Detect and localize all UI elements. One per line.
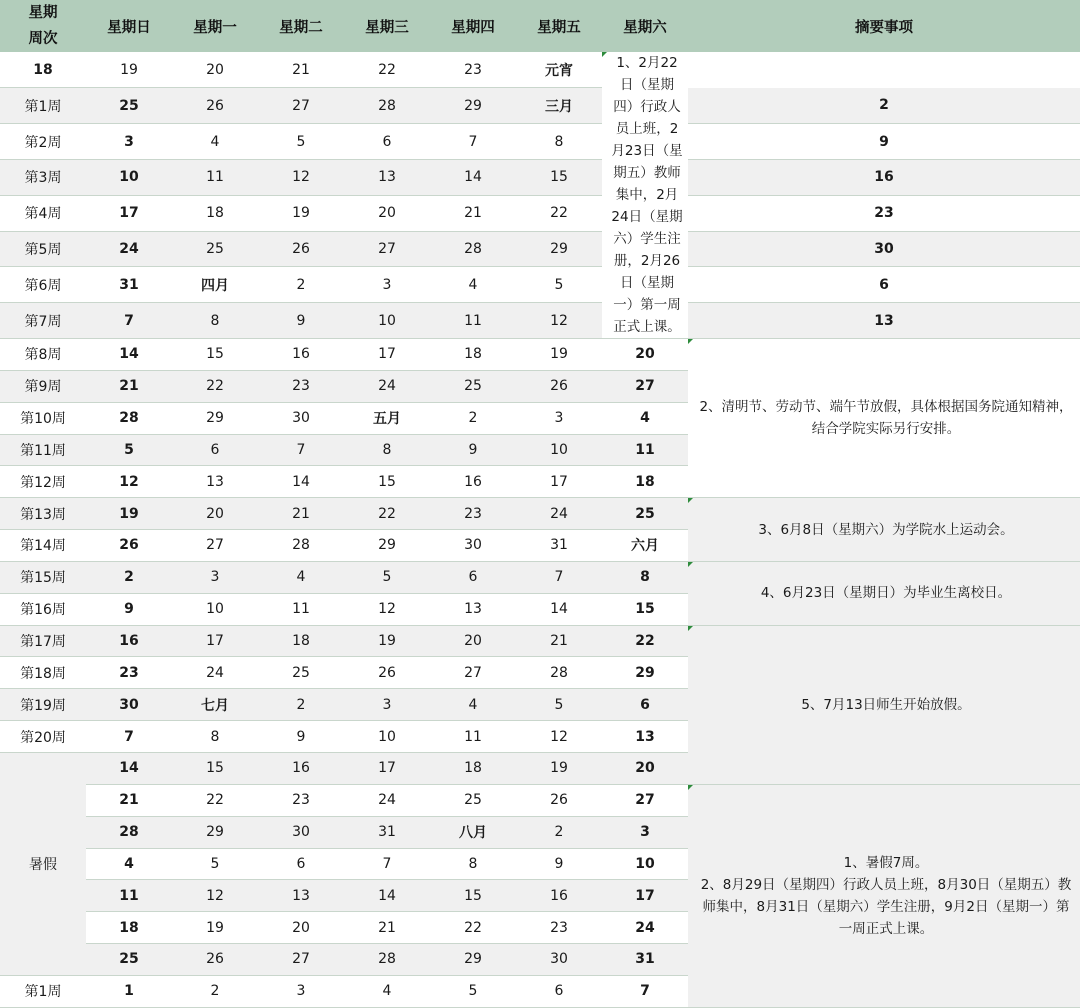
- day-cell: 19: [344, 625, 430, 657]
- day-cell: 20: [602, 752, 688, 784]
- day-cell: 23: [430, 498, 516, 530]
- day-cell: 12: [516, 303, 602, 339]
- calendar-row: [0, 561, 1080, 593]
- day-cell: 27: [430, 657, 516, 689]
- day-cell: 9: [258, 303, 344, 339]
- day-cell: 14: [86, 339, 172, 371]
- day-cell: 10: [344, 303, 430, 339]
- day-cell: 6: [258, 848, 344, 880]
- weekday-header: 星期三: [344, 0, 430, 52]
- day-cell: 26: [344, 657, 430, 689]
- day-cell: 28: [86, 816, 172, 848]
- day-cell: 8: [344, 434, 430, 466]
- week-number: 第11周: [0, 434, 86, 466]
- day-cell: 15: [516, 159, 602, 195]
- summary-note-line: 2、清明节、劳动节、端午节放假，具体根据国务院通知精神，结合学院实际另行安排。: [699, 399, 1073, 438]
- day-cell: 13: [344, 159, 430, 195]
- day-cell: 11: [602, 434, 688, 466]
- day-cell: 23: [688, 195, 1080, 231]
- day-cell: 20: [172, 52, 258, 88]
- week-number: 第19周: [0, 689, 86, 721]
- summary-note: [688, 625, 1080, 784]
- week-number: 第1周: [0, 88, 86, 124]
- day-cell: 4: [602, 402, 688, 434]
- day-cell: 27: [344, 231, 430, 267]
- day-cell: 10: [602, 848, 688, 880]
- day-cell: 4: [430, 689, 516, 721]
- day-cell: 29: [516, 231, 602, 267]
- day-cell: 30: [430, 530, 516, 562]
- day-cell: 4: [172, 124, 258, 160]
- day-cell: 22: [344, 498, 430, 530]
- day-cell: 19: [86, 52, 172, 88]
- day-cell: 15: [344, 466, 430, 498]
- summary-note-line: 3、6月8日（星期六）为学院水上运动会。: [758, 521, 1014, 538]
- day-cell: 3: [602, 816, 688, 848]
- weekday-header: 星期六: [602, 0, 688, 52]
- comment-marker-icon: [688, 626, 693, 631]
- calendar-row: [0, 784, 1080, 816]
- day-cell: 11: [258, 593, 344, 625]
- summary-note-line: 1、暑假7周。: [843, 854, 929, 871]
- day-cell: 3: [86, 124, 172, 160]
- week-number: 第3周: [0, 159, 86, 195]
- day-cell: 5: [258, 124, 344, 160]
- day-cell: 17: [602, 880, 688, 912]
- day-cell: 24: [516, 498, 602, 530]
- calendar-row: [0, 52, 1080, 88]
- day-cell: 10: [516, 434, 602, 466]
- day-cell: 13: [258, 880, 344, 912]
- day-cell: 18: [86, 912, 172, 944]
- day-cell: 11: [86, 880, 172, 912]
- day-cell: 18: [172, 195, 258, 231]
- day-cell: 8: [430, 848, 516, 880]
- day-cell: 10: [344, 721, 430, 753]
- day-cell: 八月: [430, 816, 516, 848]
- day-cell: 21: [258, 498, 344, 530]
- day-cell: 28: [86, 402, 172, 434]
- day-cell: 5: [86, 434, 172, 466]
- day-cell: 21: [430, 195, 516, 231]
- day-cell: 23: [516, 912, 602, 944]
- day-cell: 18: [602, 466, 688, 498]
- day-cell: 17: [86, 195, 172, 231]
- day-cell: 23: [258, 784, 344, 816]
- day-cell: 21: [86, 370, 172, 402]
- week-number: 第17周: [0, 625, 86, 657]
- day-cell: 21: [516, 625, 602, 657]
- summer-break-label: 暑假: [0, 752, 86, 975]
- calendar-row: [0, 303, 1080, 339]
- day-cell: 5: [430, 975, 516, 1007]
- day-cell: 23: [86, 657, 172, 689]
- day-cell: 22: [516, 195, 602, 231]
- day-cell: 30: [86, 689, 172, 721]
- calendar-row: [0, 195, 1080, 231]
- day-cell: 7: [258, 434, 344, 466]
- day-cell: 25: [86, 944, 172, 976]
- day-cell: 16: [430, 466, 516, 498]
- day-cell: 16: [688, 159, 1080, 195]
- day-cell: 13: [602, 721, 688, 753]
- day-cell: 16: [516, 880, 602, 912]
- weekday-header: 星期五: [516, 0, 602, 52]
- summary-note: [688, 561, 1080, 625]
- day-cell: 3: [344, 267, 430, 303]
- week-number: 第5周: [0, 231, 86, 267]
- corner-header-bottom: 周次: [28, 31, 58, 47]
- day-cell: 23: [258, 370, 344, 402]
- day-cell: 16: [86, 625, 172, 657]
- day-cell: 2: [430, 402, 516, 434]
- day-cell: 19: [516, 752, 602, 784]
- day-cell: 1: [86, 975, 172, 1007]
- day-cell: 25: [258, 657, 344, 689]
- calendar-row: [0, 498, 1080, 530]
- comment-marker-icon: [688, 785, 693, 790]
- day-cell: 8: [602, 561, 688, 593]
- day-cell: 22: [172, 370, 258, 402]
- day-cell: 8: [172, 721, 258, 753]
- day-cell: 23: [430, 52, 516, 88]
- summary-note: [688, 784, 1080, 1007]
- week-number: 第1周: [0, 975, 86, 1007]
- day-cell: 31: [602, 944, 688, 976]
- day-cell: 元宵: [516, 52, 602, 88]
- day-cell: 2: [258, 689, 344, 721]
- day-cell: 17: [344, 752, 430, 784]
- day-cell: 28: [344, 944, 430, 976]
- day-cell: 6: [688, 267, 1080, 303]
- day-cell: 28: [516, 657, 602, 689]
- day-cell: 七月: [172, 689, 258, 721]
- day-cell: 8: [516, 124, 602, 160]
- weekday-header: 星期一: [172, 0, 258, 52]
- week-number: 第4周: [0, 195, 86, 231]
- week-number: 第15周: [0, 561, 86, 593]
- summary-note: [602, 52, 688, 339]
- day-cell: 六月: [602, 530, 688, 562]
- day-cell: 18: [258, 625, 344, 657]
- week-number: 第10周: [0, 402, 86, 434]
- day-cell: 12: [172, 880, 258, 912]
- day-cell: 24: [602, 912, 688, 944]
- day-cell: 3: [172, 561, 258, 593]
- week-number: 第9周: [0, 370, 86, 402]
- day-cell: 9: [688, 124, 1080, 160]
- day-cell: 4: [430, 267, 516, 303]
- day-cell: 22: [602, 625, 688, 657]
- day-cell: 25: [602, 498, 688, 530]
- day-cell: 15: [430, 880, 516, 912]
- day-cell: 30: [258, 816, 344, 848]
- calendar-row: [0, 124, 1080, 160]
- day-cell: 30: [516, 944, 602, 976]
- day-cell: 31: [86, 267, 172, 303]
- day-cell: 7: [516, 561, 602, 593]
- day-cell: 2: [172, 975, 258, 1007]
- day-cell: 12: [258, 159, 344, 195]
- day-cell: 29: [344, 530, 430, 562]
- day-cell: 27: [602, 370, 688, 402]
- day-cell: 13: [172, 466, 258, 498]
- day-cell: 3: [516, 402, 602, 434]
- week-number: 第13周: [0, 498, 86, 530]
- day-cell: 5: [172, 848, 258, 880]
- calendar-row: [0, 339, 1080, 371]
- day-cell: 7: [86, 303, 172, 339]
- calendar-row: [0, 267, 1080, 303]
- summary-note-line: 4、6月23日（星期日）为毕业生离校日。: [760, 585, 1012, 602]
- day-cell: 5: [516, 689, 602, 721]
- day-cell: 26: [258, 231, 344, 267]
- day-cell: 25: [172, 231, 258, 267]
- day-cell: 18: [430, 752, 516, 784]
- day-cell: 18: [0, 52, 86, 88]
- day-cell: 10: [86, 159, 172, 195]
- day-cell: 27: [172, 530, 258, 562]
- day-cell: 30: [258, 402, 344, 434]
- day-cell: 21: [258, 52, 344, 88]
- day-cell: 14: [430, 159, 516, 195]
- day-cell: 18: [430, 339, 516, 371]
- day-cell: 19: [86, 498, 172, 530]
- day-cell: 20: [602, 339, 688, 371]
- day-cell: 27: [258, 88, 344, 124]
- weekday-header: 星期日: [86, 0, 172, 52]
- week-number: 第6周: [0, 267, 86, 303]
- comment-marker-icon: [688, 562, 693, 567]
- day-cell: 16: [258, 752, 344, 784]
- day-cell: 24: [172, 657, 258, 689]
- comment-marker-icon: [602, 52, 607, 57]
- summary-note: [688, 498, 1080, 562]
- corner-header: [0, 0, 86, 52]
- day-cell: 17: [172, 625, 258, 657]
- summary-note: [688, 339, 1080, 498]
- day-cell: 15: [602, 593, 688, 625]
- day-cell: 3: [258, 975, 344, 1007]
- day-cell: 20: [258, 912, 344, 944]
- day-cell: 2: [516, 816, 602, 848]
- day-cell: 26: [516, 370, 602, 402]
- week-number: 第7周: [0, 303, 86, 339]
- day-cell: 12: [86, 466, 172, 498]
- week-number: 第2周: [0, 124, 86, 160]
- day-cell: 15: [172, 752, 258, 784]
- day-cell: 10: [172, 593, 258, 625]
- calendar-row: [0, 88, 1080, 124]
- day-cell: 4: [86, 848, 172, 880]
- week-number: 第20周: [0, 721, 86, 753]
- day-cell: 29: [172, 402, 258, 434]
- day-cell: 14: [516, 593, 602, 625]
- comment-marker-icon: [688, 339, 693, 344]
- day-cell: 24: [86, 231, 172, 267]
- day-cell: 3: [344, 689, 430, 721]
- day-cell: 2: [688, 88, 1080, 124]
- day-cell: 19: [516, 339, 602, 371]
- weekday-header: 星期二: [258, 0, 344, 52]
- day-cell: 5: [516, 267, 602, 303]
- day-cell: 9: [430, 434, 516, 466]
- day-cell: 17: [516, 466, 602, 498]
- weekday-header: 星期四: [430, 0, 516, 52]
- day-cell: 26: [172, 944, 258, 976]
- day-cell: 30: [688, 231, 1080, 267]
- week-number: 第14周: [0, 530, 86, 562]
- day-cell: 12: [516, 721, 602, 753]
- day-cell: 21: [86, 784, 172, 816]
- day-cell: 29: [172, 816, 258, 848]
- day-cell: 6: [602, 689, 688, 721]
- day-cell: 14: [86, 752, 172, 784]
- day-cell: 11: [430, 303, 516, 339]
- day-cell: 19: [172, 912, 258, 944]
- day-cell: 2: [258, 267, 344, 303]
- week-number: 第18周: [0, 657, 86, 689]
- day-cell: 7: [602, 975, 688, 1007]
- day-cell: 五月: [344, 402, 430, 434]
- day-cell: 12: [344, 593, 430, 625]
- day-cell: 21: [344, 912, 430, 944]
- week-number: 第8周: [0, 339, 86, 371]
- day-cell: 9: [86, 593, 172, 625]
- day-cell: 14: [258, 466, 344, 498]
- day-cell: 四月: [172, 267, 258, 303]
- day-cell: 22: [172, 784, 258, 816]
- day-cell: 26: [86, 530, 172, 562]
- day-cell: 11: [172, 159, 258, 195]
- day-cell: 24: [344, 370, 430, 402]
- day-cell: 22: [430, 912, 516, 944]
- day-cell: 27: [258, 944, 344, 976]
- summary-note-line: 1、2月22日（星期四）行政人员上班，2月23日（星期五）教师集中，2月24日（星期六）学生注册，2月26日（星期一）第一周正式上课。: [611, 55, 683, 335]
- day-cell: 19: [258, 195, 344, 231]
- day-cell: 6: [516, 975, 602, 1007]
- day-cell: 20: [430, 625, 516, 657]
- day-cell: 28: [258, 530, 344, 562]
- corner-header-top: 星期: [28, 5, 58, 21]
- day-cell: 14: [344, 880, 430, 912]
- day-cell: 4: [258, 561, 344, 593]
- day-cell: 29: [430, 944, 516, 976]
- day-cell: 31: [516, 530, 602, 562]
- week-number: 第16周: [0, 593, 86, 625]
- day-cell: 4: [344, 975, 430, 1007]
- day-cell: 20: [172, 498, 258, 530]
- day-cell: 9: [258, 721, 344, 753]
- day-cell: 20: [344, 195, 430, 231]
- day-cell: 三月: [516, 88, 602, 124]
- day-cell: 2: [86, 561, 172, 593]
- day-cell: 22: [344, 52, 430, 88]
- summary-note-line: 2、8月29日（星期四）行政人员上班，8月30日（星期五）教师集中，8月31日（星期六）学生注册，9月2日（星期一）第一周正式上课。: [700, 876, 1072, 937]
- day-cell: 27: [602, 784, 688, 816]
- calendar-row: [0, 625, 1080, 657]
- calendar-row: [0, 159, 1080, 195]
- day-cell: 26: [516, 784, 602, 816]
- day-cell: 25: [430, 784, 516, 816]
- summary-header: 摘要事项: [688, 0, 1080, 52]
- day-cell: 8: [172, 303, 258, 339]
- day-cell: 31: [344, 816, 430, 848]
- day-cell: 28: [430, 231, 516, 267]
- header-row: [0, 0, 1080, 52]
- day-cell: 16: [258, 339, 344, 371]
- day-cell: 26: [172, 88, 258, 124]
- day-cell: 13: [688, 303, 1080, 339]
- day-cell: 17: [344, 339, 430, 371]
- day-cell: 24: [344, 784, 430, 816]
- day-cell: 6: [344, 124, 430, 160]
- day-cell: 5: [344, 561, 430, 593]
- day-cell: 29: [430, 88, 516, 124]
- day-cell: 13: [430, 593, 516, 625]
- comment-marker-icon: [688, 498, 693, 503]
- day-cell: 28: [344, 88, 430, 124]
- summary-note-line: 5、7月13日师生开始放假。: [801, 696, 971, 713]
- day-cell: 25: [430, 370, 516, 402]
- day-cell: 11: [430, 721, 516, 753]
- day-cell: 9: [516, 848, 602, 880]
- day-cell: 7: [344, 848, 430, 880]
- day-cell: 7: [430, 124, 516, 160]
- day-cell: 7: [86, 721, 172, 753]
- day-cell: 6: [172, 434, 258, 466]
- week-number: 第12周: [0, 466, 86, 498]
- day-cell: 15: [172, 339, 258, 371]
- day-cell: 6: [430, 561, 516, 593]
- day-cell: 25: [86, 88, 172, 124]
- calendar-row: [0, 231, 1080, 267]
- day-cell: 29: [602, 657, 688, 689]
